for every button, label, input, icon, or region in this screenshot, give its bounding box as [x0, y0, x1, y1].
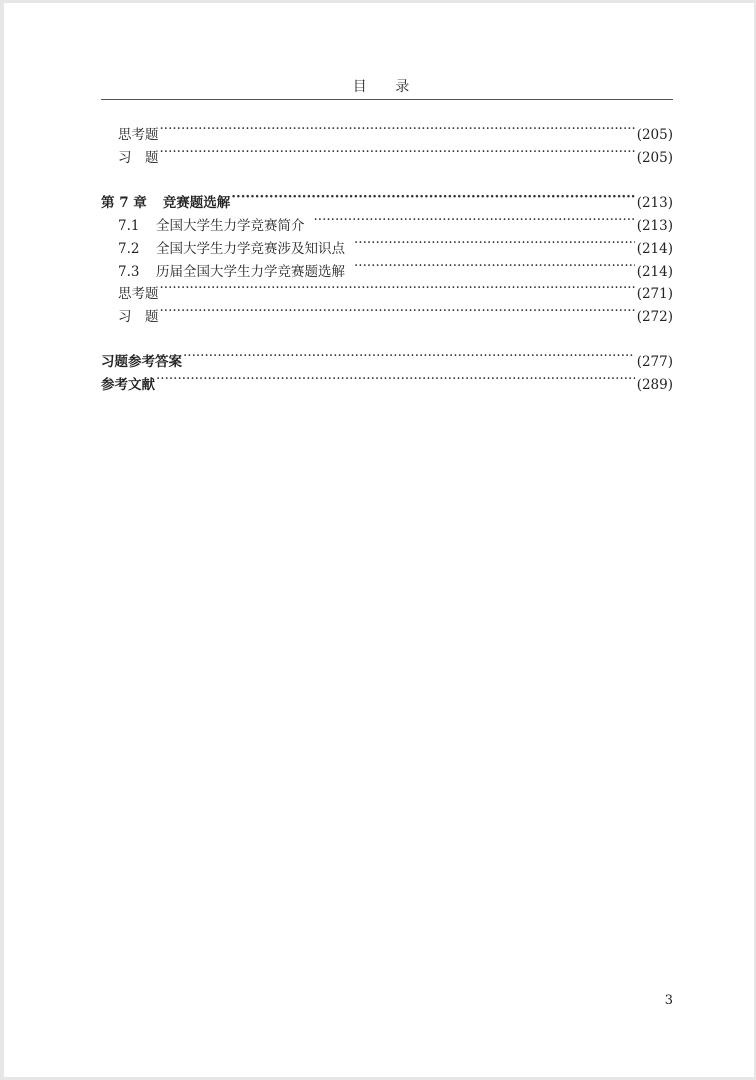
toc-chapter-entry[interactable] — [101, 187, 673, 211]
document-page — [4, 3, 754, 1077]
toc-entry-references[interactable] — [101, 369, 673, 393]
dot-leader — [159, 142, 635, 162]
dot-leader — [159, 301, 635, 321]
dot-leader — [182, 346, 635, 366]
toc-page-number: (289) — [636, 377, 673, 393]
toc-entry-label: 思考题 — [118, 127, 159, 143]
toc-entry-label: 参考文献 — [101, 377, 155, 393]
toc-page-number: (271) — [636, 286, 673, 302]
section-title: 全国大学生力学竞赛简介 — [156, 218, 305, 234]
dot-leader — [155, 369, 635, 389]
section-number: 7.2 — [118, 241, 140, 257]
toc-entry[interactable] — [101, 278, 673, 302]
toc-entry[interactable] — [101, 142, 673, 166]
page-number: 3 — [664, 993, 673, 1008]
toc-section-entry[interactable] — [101, 256, 673, 280]
toc-section-entry[interactable] — [101, 210, 673, 234]
toc-page-number: (214) — [636, 241, 673, 257]
dot-leader — [353, 256, 635, 276]
toc-page-number: (213) — [636, 195, 673, 211]
toc-page-number: (277) — [636, 354, 673, 370]
toc-page-number: (205) — [636, 150, 673, 166]
dot-leader — [313, 210, 635, 230]
section-title: 历届全国大学生力学竞赛题选解 — [156, 264, 345, 280]
toc-entry-label: 习题参考答案 — [101, 354, 182, 370]
dot-leader — [230, 187, 634, 207]
page-header-title: 目 录 — [352, 79, 422, 95]
dot-leader — [353, 233, 635, 253]
toc-entry-label: 习 题 — [118, 150, 159, 166]
chapter-number: 第 7 章 — [101, 195, 147, 211]
toc-section-entry[interactable] — [101, 233, 673, 257]
toc-entry-label: 习 题 — [118, 309, 159, 325]
toc-page-number: (272) — [636, 309, 673, 325]
dot-leader — [159, 119, 635, 139]
chapter-title: 竞赛题选解 — [162, 195, 231, 211]
toc-page-number: (205) — [636, 127, 673, 143]
toc-page-number: (213) — [636, 218, 673, 234]
header-rule — [101, 99, 673, 100]
section-title: 全国大学生力学竞赛涉及知识点 — [156, 241, 345, 257]
toc-entry[interactable] — [101, 301, 673, 325]
toc-entry-label: 思考题 — [118, 286, 159, 302]
toc-entry-answers[interactable] — [101, 346, 673, 370]
toc-page-number: (214) — [636, 264, 673, 280]
toc-entry[interactable] — [101, 119, 673, 143]
section-number: 7.3 — [118, 264, 140, 280]
section-number: 7.1 — [118, 218, 140, 234]
dot-leader — [159, 278, 635, 298]
